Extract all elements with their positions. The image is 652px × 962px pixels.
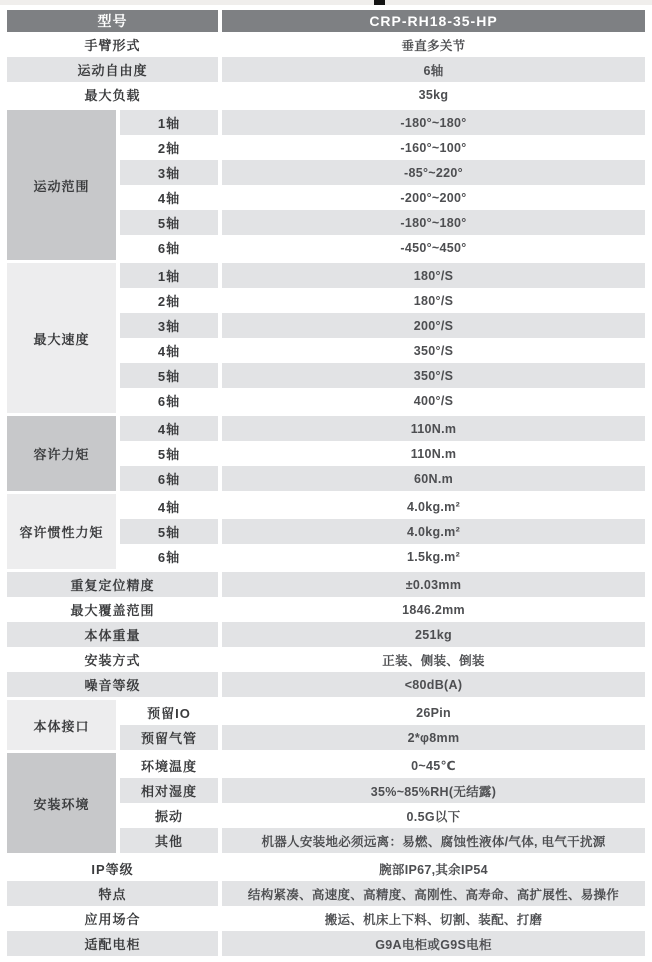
group-label: 运动范围 xyxy=(7,110,116,260)
spec-value: 搬运、机床上下料、切割、装配、打磨 xyxy=(222,906,645,931)
spec-value: 1846.2mm xyxy=(222,597,645,622)
group-rows xyxy=(120,494,645,569)
sub-label: 相对湿度 xyxy=(120,778,218,803)
spec-label: IP等级 xyxy=(7,856,218,881)
sub-label: 1轴 xyxy=(120,110,218,135)
spec-row xyxy=(7,881,645,906)
spec-table xyxy=(7,10,645,956)
spec-row xyxy=(7,672,645,697)
spec-value: 110N.m xyxy=(222,416,645,441)
spec-value: 0.5G以下 xyxy=(222,803,645,828)
spec-value: -180°~180° xyxy=(222,110,645,135)
spec-row xyxy=(7,622,645,647)
spec-row xyxy=(120,338,645,363)
spec-row xyxy=(120,700,645,725)
spec-value: 400°/S xyxy=(222,388,645,413)
group-label: 安装环境 xyxy=(7,753,116,853)
spec-value: -180°~180° xyxy=(222,210,645,235)
spec-row xyxy=(120,828,645,853)
spec-row xyxy=(120,544,645,569)
spec-label: 应用场合 xyxy=(7,906,218,931)
spec-row xyxy=(120,416,645,441)
spec-value: -200°~200° xyxy=(222,185,645,210)
sub-label: 5轴 xyxy=(120,363,218,388)
spec-value: 1.5kg.m² xyxy=(222,544,645,569)
sub-label: 5轴 xyxy=(120,519,218,544)
spec-value: -450°~450° xyxy=(222,235,645,260)
sub-label: 6轴 xyxy=(120,388,218,413)
sub-label: 3轴 xyxy=(120,313,218,338)
spec-row xyxy=(7,32,645,57)
spec-row xyxy=(120,778,645,803)
group-rows xyxy=(120,110,645,260)
spec-row xyxy=(120,753,645,778)
spec-row xyxy=(7,647,645,672)
sub-label: 其他 xyxy=(120,828,218,853)
spec-row xyxy=(120,313,645,338)
spec-row xyxy=(120,363,645,388)
spec-row xyxy=(7,572,645,597)
spec-value: 180°/S xyxy=(222,288,645,313)
spec-row xyxy=(120,235,645,260)
spec-value: 26Pin xyxy=(222,700,645,725)
spec-value: 2*φ8mm xyxy=(222,725,645,750)
spec-row xyxy=(120,725,645,750)
spec-value: 垂直多关节 xyxy=(222,32,645,57)
spec-group-section xyxy=(7,700,645,750)
spec-value: G9A电柜或G9S电柜 xyxy=(222,931,645,956)
spec-value: <80dB(A) xyxy=(222,672,645,697)
model-header-value: CRP-RH18-35-HP xyxy=(222,10,645,32)
group-rows xyxy=(120,416,645,491)
spec-value: -85°~220° xyxy=(222,160,645,185)
sub-label: 3轴 xyxy=(120,160,218,185)
spec-row xyxy=(7,906,645,931)
spec-value: 4.0kg.m² xyxy=(222,494,645,519)
sub-label: 4轴 xyxy=(120,494,218,519)
sub-label: 环境温度 xyxy=(120,753,218,778)
sub-label: 5轴 xyxy=(120,441,218,466)
sub-label: 1轴 xyxy=(120,263,218,288)
spec-value: 4.0kg.m² xyxy=(222,519,645,544)
group-label: 最大速度 xyxy=(7,263,116,413)
spec-label: 手臂形式 xyxy=(7,32,218,57)
sub-label: 预留气管 xyxy=(120,725,218,750)
spec-row xyxy=(7,931,645,956)
spec-label: 适配电柜 xyxy=(7,931,218,956)
spec-value: 6轴 xyxy=(222,57,645,82)
spec-row xyxy=(120,160,645,185)
spec-label: 最大覆盖范围 xyxy=(7,597,218,622)
spec-row xyxy=(120,803,645,828)
group-rows xyxy=(120,263,645,413)
spec-label: 最大负载 xyxy=(7,82,218,107)
sub-label: 5轴 xyxy=(120,210,218,235)
spec-rows-section xyxy=(7,572,645,697)
spec-row xyxy=(120,263,645,288)
spec-value: 251kg xyxy=(222,622,645,647)
spec-value: 60N.m xyxy=(222,466,645,491)
sub-label: 4轴 xyxy=(120,416,218,441)
spec-rows-section xyxy=(7,856,645,956)
spec-row xyxy=(120,466,645,491)
spec-rows-section xyxy=(7,32,645,107)
spec-group-section xyxy=(7,494,645,569)
spec-value: 机器人安装地必须远离：易燃、腐蚀性液体/气体, 电气干扰源 xyxy=(222,828,645,853)
spec-row xyxy=(120,519,645,544)
spec-label: 特点 xyxy=(7,881,218,906)
spec-value: 350°/S xyxy=(222,338,645,363)
sub-label: 4轴 xyxy=(120,338,218,363)
spec-group-section xyxy=(7,110,645,260)
spec-value: -160°~100° xyxy=(222,135,645,160)
spec-label: 本体重量 xyxy=(7,622,218,647)
spec-row xyxy=(7,856,645,881)
sub-label: 2轴 xyxy=(120,135,218,160)
spec-value: ±0.03mm xyxy=(222,572,645,597)
spec-row xyxy=(120,110,645,135)
spec-value: 腕部IP67,其余IP54 xyxy=(222,856,645,881)
page-edge-mark xyxy=(374,0,385,5)
spec-label: 噪音等级 xyxy=(7,672,218,697)
spec-group-section xyxy=(7,263,645,413)
table-header-row xyxy=(7,10,645,32)
group-rows xyxy=(120,700,645,750)
spec-row xyxy=(120,494,645,519)
sub-label: 4轴 xyxy=(120,185,218,210)
spec-row xyxy=(120,441,645,466)
spec-group-section xyxy=(7,753,645,853)
spec-value: 35%~85%RH(无结露) xyxy=(222,778,645,803)
table-sections xyxy=(7,32,645,956)
spec-row xyxy=(7,597,645,622)
spec-label: 安装方式 xyxy=(7,647,218,672)
spec-value: 结构紧凑、高速度、高精度、高刚性、高寿命、高扩展性、易操作 xyxy=(222,881,645,906)
spec-row xyxy=(120,135,645,160)
spec-row xyxy=(7,57,645,82)
spec-value: 200°/S xyxy=(222,313,645,338)
sub-label: 6轴 xyxy=(120,235,218,260)
spec-label: 重复定位精度 xyxy=(7,572,218,597)
spec-row xyxy=(120,185,645,210)
sub-label: 2轴 xyxy=(120,288,218,313)
group-rows xyxy=(120,753,645,853)
spec-value: 110N.m xyxy=(222,441,645,466)
spec-row xyxy=(120,388,645,413)
model-header-label: 型号 xyxy=(7,10,218,32)
page-top-strip xyxy=(0,0,652,5)
sub-label: 6轴 xyxy=(120,466,218,491)
spec-group-section xyxy=(7,416,645,491)
group-label: 容许惯性力矩 xyxy=(7,494,116,569)
spec-row xyxy=(120,210,645,235)
sub-label: 振动 xyxy=(120,803,218,828)
spec-row xyxy=(120,288,645,313)
spec-value: 正装、侧装、倒装 xyxy=(222,647,645,672)
spec-value: 35kg xyxy=(222,82,645,107)
sub-label: 预留IO xyxy=(120,700,218,725)
spec-value: 0~45℃ xyxy=(222,753,645,778)
spec-value: 350°/S xyxy=(222,363,645,388)
spec-value: 180°/S xyxy=(222,263,645,288)
group-label: 本体接口 xyxy=(7,700,116,750)
sub-label: 6轴 xyxy=(120,544,218,569)
group-label: 容许力矩 xyxy=(7,416,116,491)
spec-label: 运动自由度 xyxy=(7,57,218,82)
spec-row xyxy=(7,82,645,107)
